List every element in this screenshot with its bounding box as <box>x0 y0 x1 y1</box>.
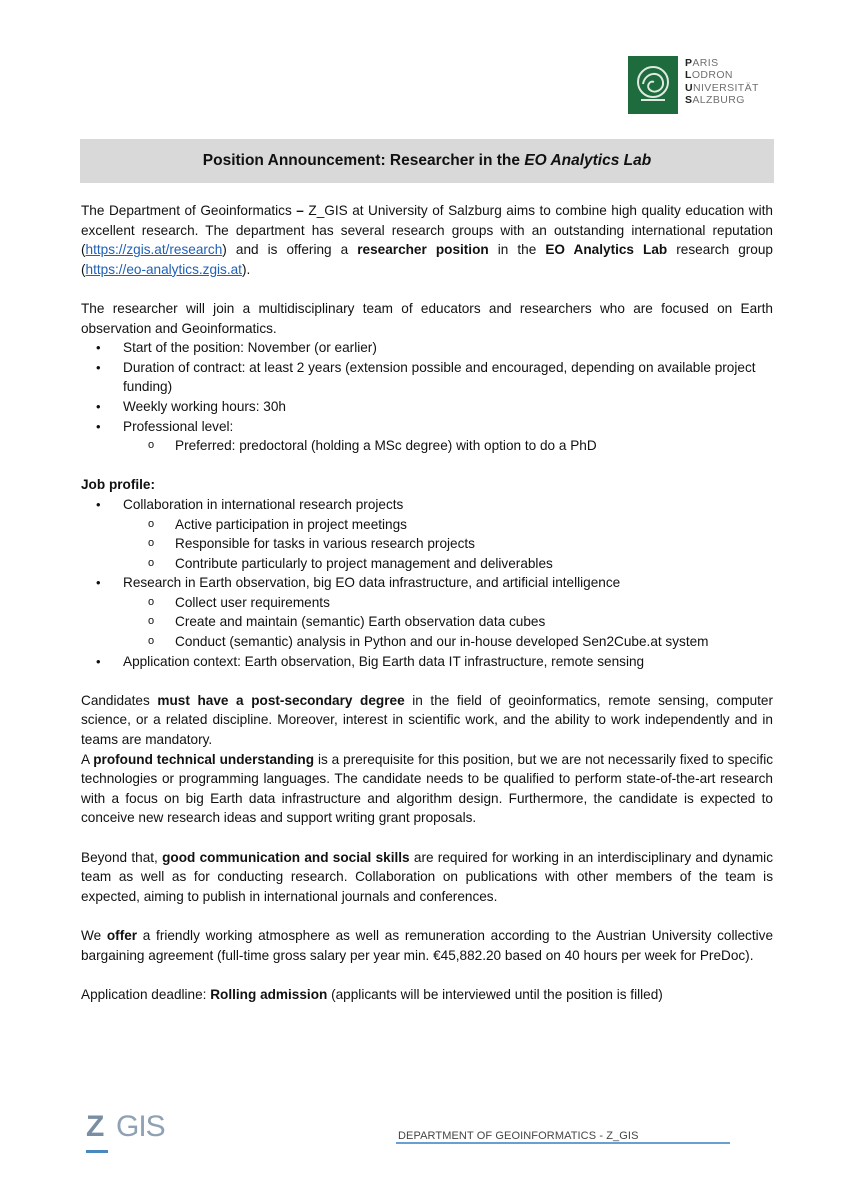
list-item: • Professional level: o Preferred: predoctoral (holding a MSc degree) with option to do a PhD <box>81 417 773 456</box>
list-item: o Contribute particularly to project management and deliverables <box>123 554 773 574</box>
list-item: • Application context: Earth observation, Big Earth data IT infrastructure, remote sensing <box>81 652 773 672</box>
list-item: • Weekly working hours: 30h <box>81 397 773 417</box>
list-item: o Collect user requirements <box>123 593 773 613</box>
job-profile-list <box>81 495 773 671</box>
list-item: o Create and maintain (semantic) Earth observation data cubes <box>123 612 773 632</box>
zgis-logo: Z GIS <box>86 1110 186 1152</box>
university-logo <box>628 56 770 120</box>
title-prefix: Position Announcement: Researcher in the <box>202 152 520 169</box>
job-profile-heading: Job profile: <box>81 477 156 493</box>
logo-wordmark: PARIS LODRON UNIVERSITÄT SALZBURG <box>685 57 759 107</box>
list-item: o Responsible for tasks in various research projects <box>123 534 773 554</box>
list-item: o Conduct (semantic) analysis in Python and our in-house developed Sen2Cube.at system <box>123 632 773 652</box>
footer-divider <box>396 1142 730 1144</box>
list-item: • Start of the position: November (or earlier) <box>81 338 773 358</box>
list-item: o Preferred: predoctoral (holding a MSc degree) with option to do a PhD <box>123 436 773 456</box>
candidates-paragraph: Candidates must have a post-secondary degree in the field of geoinformatics, remote sensing, computer science, or a related discipline. Moreover, interest in scientific work, and the ability to work independently and in teams are mandatory. <box>81 692 774 748</box>
list-item: o Active participation in project meetings <box>123 515 773 535</box>
team-paragraph: The researcher will join a multidisciplinary team of educators and researchers who are focused on Earth observation and Geoinformatics. <box>81 300 773 336</box>
offer-paragraph: We offer a friendly working atmosphere as well as remuneration according to the Austrian University collective bargaining agreement (full-time gross salary per year min. €45,882.20 based on 40 hours per week for PreDoc). <box>81 927 774 963</box>
list-item: • Duration of contract: at least 2 years (extension possible and encouraged, depending on available project funding) <box>81 358 773 397</box>
deadline-paragraph: Application deadline: Rolling admission (applicants will be interviewed until the position is filled) <box>81 986 663 1002</box>
intro-paragraph: The Department of Geoinformatics – Z_GIS at University of Salzburg aims to combine high quality education with excellent research. The department has several research groups with an outstanding international reputation (https://zgis.at/research) and is offering a researcher position in the EO Analytics Lab research group (https://eo-analytics.zgis.at). <box>81 203 773 277</box>
logo-emblem-icon <box>628 56 678 114</box>
footer-department: DEPARTMENT OF GEOINFORMATICS - Z_GIS <box>398 1130 639 1142</box>
list-item: • Collaboration in international research projects o Active participation in project meetings o Responsible for tasks in various research projects o Contribute particularly to project management and deliverables <box>81 495 773 573</box>
position-details-list <box>81 338 773 456</box>
list-item: • Research in Earth observation, big EO data infrastructure, and artificial intelligence o Collect user requirements o Create and maintain (semantic) Earth observation data cubes o Conduct (semantic) analysis in Python and our in-house developed Sen2Cube.at system <box>81 573 773 651</box>
page-title <box>80 139 774 183</box>
skills-paragraph: Beyond that, good communication and social skills are required for working in an interdisciplinary and dynamic team as well as for conducting research. Collaboration on publications with other members of the team is expected, aiming to publish in international journals and conferences. <box>81 849 774 904</box>
title-lab-name: EO Analytics Lab <box>524 152 652 169</box>
research-link[interactable]: https://zgis.at/research <box>85 242 223 258</box>
eo-analytics-link[interactable]: https://eo-analytics.zgis.at <box>85 261 242 277</box>
technical-paragraph: A profound technical understanding is a prerequisite for this position, but we are not necessarily fixed to specific technologies or programming languages. The candidate needs to be qualified to perform state-of-the-art research with a focus on big Earth data infrastructure and algorithm design. Furthermore, the candidate is expected to conceive new research ideas and support writing grant proposals. <box>81 751 774 826</box>
announcement-body <box>81 201 773 1004</box>
